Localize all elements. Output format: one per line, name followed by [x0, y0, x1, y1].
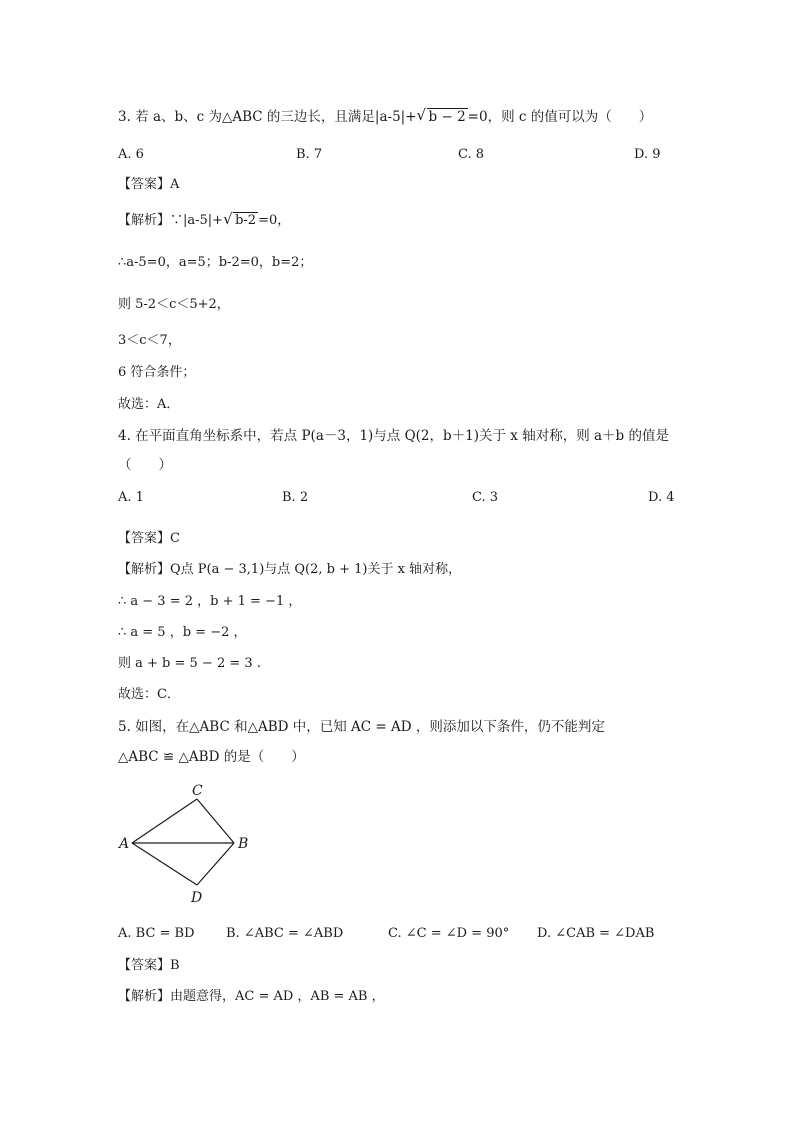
q4-option-c: C. 3: [472, 490, 499, 505]
q4-step-4: 则 a + b = 5 − 2 = 3 .: [118, 656, 261, 671]
q5-answer: 【答案】B: [118, 958, 180, 973]
q3-step-4: 6 符合条件；: [118, 365, 196, 380]
q3-analysis-sqrt: b-2: [235, 213, 257, 228]
label-d: D: [191, 890, 203, 906]
q4-step-5: 故选：C．: [118, 687, 180, 702]
q3-answer: 【答案】A: [118, 177, 180, 192]
sqrt-symbol: [417, 108, 468, 126]
q4-step-3: ∴ a = 5 ，b = −2 ，: [118, 625, 247, 640]
segment-cb: [197, 799, 234, 843]
segment-ac: [132, 799, 197, 843]
q3-step-3: 3＜c＜7，: [118, 333, 181, 348]
q3-option-d: D. 9: [634, 147, 661, 162]
q5-option-b: B. ∠ABC = ∠ABD: [226, 926, 344, 941]
q5-option-a: A. BC = BD: [118, 926, 195, 941]
q4-stem-line1: 4. 在平面直角坐标系中，若点 P(a－3，1)与点 Q(2，b＋1)关于 x 轴对称，则 a＋b 的值是: [118, 428, 669, 444]
q5-analysis: 【解析】由题意得，AC = AD ，AB = AB ，: [118, 989, 385, 1004]
q3-step-2: 则 5-2＜c＜5+2，: [118, 297, 230, 312]
label-c: C: [192, 783, 203, 799]
q3-step-1: ∴a-5=0，a=5；b-2=0，b=2；: [118, 255, 313, 270]
q4-option-d: D. 4: [648, 490, 675, 505]
q3-option-b: B. 7: [296, 147, 323, 162]
q3-analysis-text: 【解析】∵|a-5|+: [118, 213, 224, 228]
q3-analysis: [118, 212, 290, 230]
q4-step-1: 【解析】Q点 P(a − 3,1)与点 Q(2, b + 1)关于 x 轴对称，: [118, 562, 462, 577]
q5-option-c: C. ∠C = ∠D = 90°: [388, 926, 510, 941]
sqrt-symbol: [223, 212, 258, 230]
q3-stem-text: 3. 若 a、b、c 为△ABC 的三边长，且满足|a-5|+: [118, 109, 417, 125]
q5-option-d: D. ∠CAB = ∠DAB: [537, 926, 655, 941]
q3-analysis-tail: =0，: [258, 213, 291, 228]
q5-stem-line1: 5. 如图，在△ABC 和△ABD 中，已知 AC = AD ，则添加以下条件，仍不能判定: [118, 719, 605, 735]
q3-option-c: C. 8: [458, 147, 485, 162]
q3-step-5: 故选：A．: [118, 397, 180, 412]
q3-sqrt-content: b − 2: [428, 109, 466, 125]
segment-db: [197, 843, 234, 885]
q4-step-2: ∴ a − 3 = 2 ，b + 1 = −1 ，: [118, 594, 302, 609]
q4-option-a: A. 1: [118, 490, 144, 505]
q4-option-b: B. 2: [282, 490, 309, 505]
q4-stem-line2: （ ）: [118, 457, 172, 473]
label-b: B: [238, 836, 249, 852]
q3-option-a: A. 6: [118, 147, 144, 162]
q4-answer: 【答案】C: [118, 531, 180, 546]
q5-stem-line2: △ABC ≌ △ABD 的是（ ）: [118, 749, 305, 765]
q3-stem: [118, 108, 652, 126]
segment-ad: [132, 843, 197, 885]
label-a: A: [119, 836, 130, 852]
q3-stem-tail: =0，则 c 的值可以为（ ）: [467, 109, 653, 125]
